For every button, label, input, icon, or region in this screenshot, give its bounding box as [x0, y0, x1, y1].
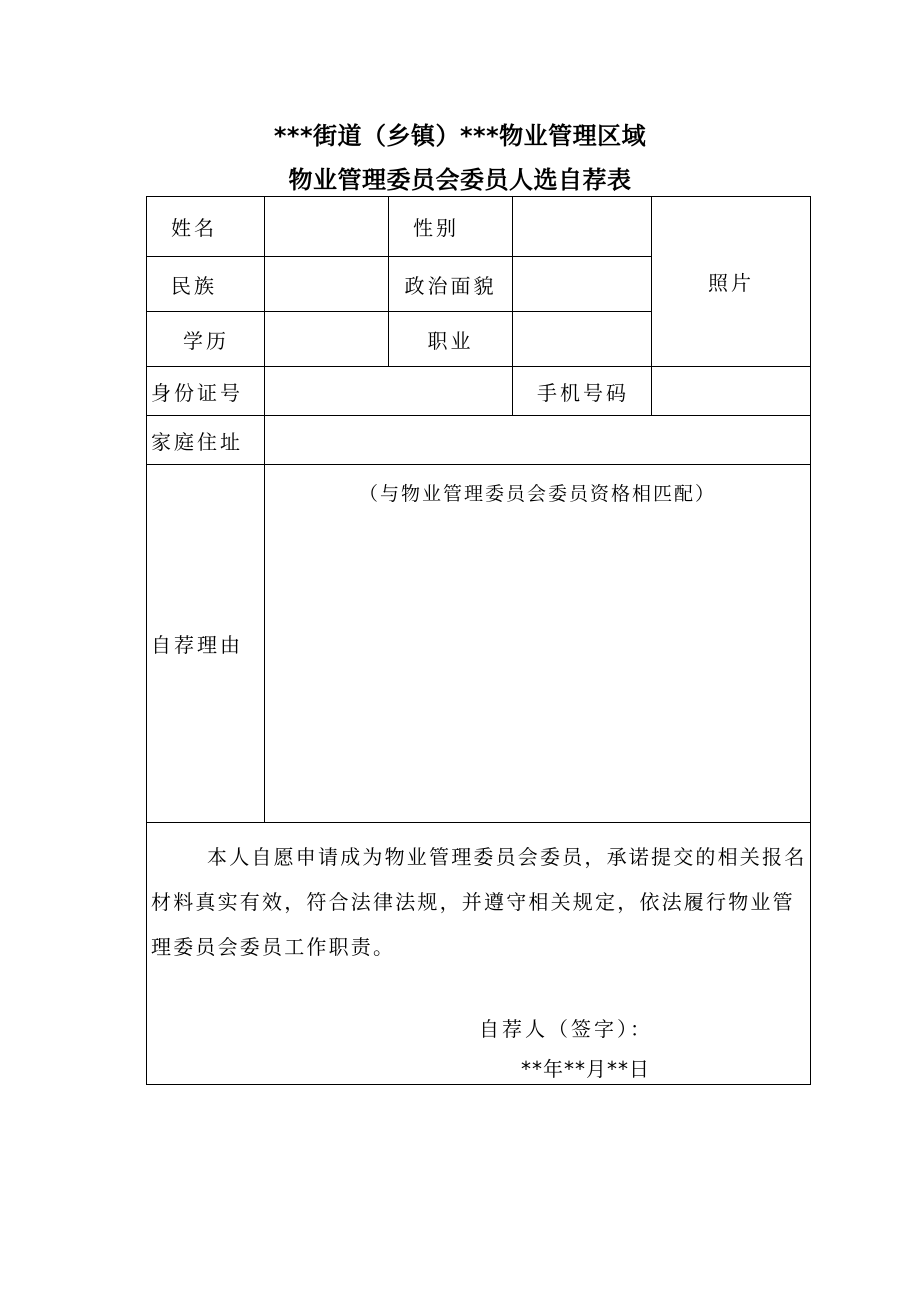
phone-field[interactable] — [652, 367, 811, 416]
declaration-text: 本人自愿申请成为物业管理委员会委员，承诺提交的相关报名材料真实有效，符合法律法规，并遵守相关规定，依法履行物业管理委员会委员工作职责。 — [151, 845, 807, 959]
phone-label: 手机号码 — [513, 367, 652, 416]
ethnicity-label: 民族 — [147, 257, 265, 312]
political-status-field[interactable] — [513, 257, 652, 312]
reason-label: 自荐理由 — [147, 465, 265, 823]
name-label: 姓名 — [147, 197, 265, 257]
signature-label: 自荐人（签字）： — [479, 1017, 653, 1041]
id-number-field[interactable] — [265, 367, 513, 416]
gender-field[interactable] — [513, 197, 652, 257]
education-field[interactable] — [265, 312, 389, 367]
reason-field[interactable] — [265, 465, 811, 823]
document-title-line-2: 物业管理委员会委员人选自荐表 — [288, 166, 632, 194]
photo-label: 照片 — [708, 271, 754, 295]
address-label: 家庭住址 — [147, 416, 265, 465]
political-status-label: 政治面貌 — [389, 257, 513, 312]
reason-hint: （与物业管理委员会委员资格相匹配） — [358, 483, 716, 505]
declaration-section — [147, 823, 811, 1085]
education-label: 学历 — [147, 312, 265, 367]
signature-date: **年**月**日 — [521, 1057, 650, 1081]
document-title-line-1: ***街道（乡镇）***物业管理区域 — [273, 122, 647, 150]
photo-box[interactable] — [652, 197, 811, 367]
name-field[interactable] — [265, 197, 389, 257]
address-field[interactable] — [265, 416, 811, 465]
ethnicity-field[interactable] — [265, 257, 389, 312]
occupation-label: 职业 — [389, 312, 513, 367]
gender-label: 性别 — [389, 197, 513, 257]
self-recommendation-form — [146, 196, 811, 1085]
id-number-label: 身份证号 — [147, 367, 265, 416]
occupation-field[interactable] — [513, 312, 652, 367]
